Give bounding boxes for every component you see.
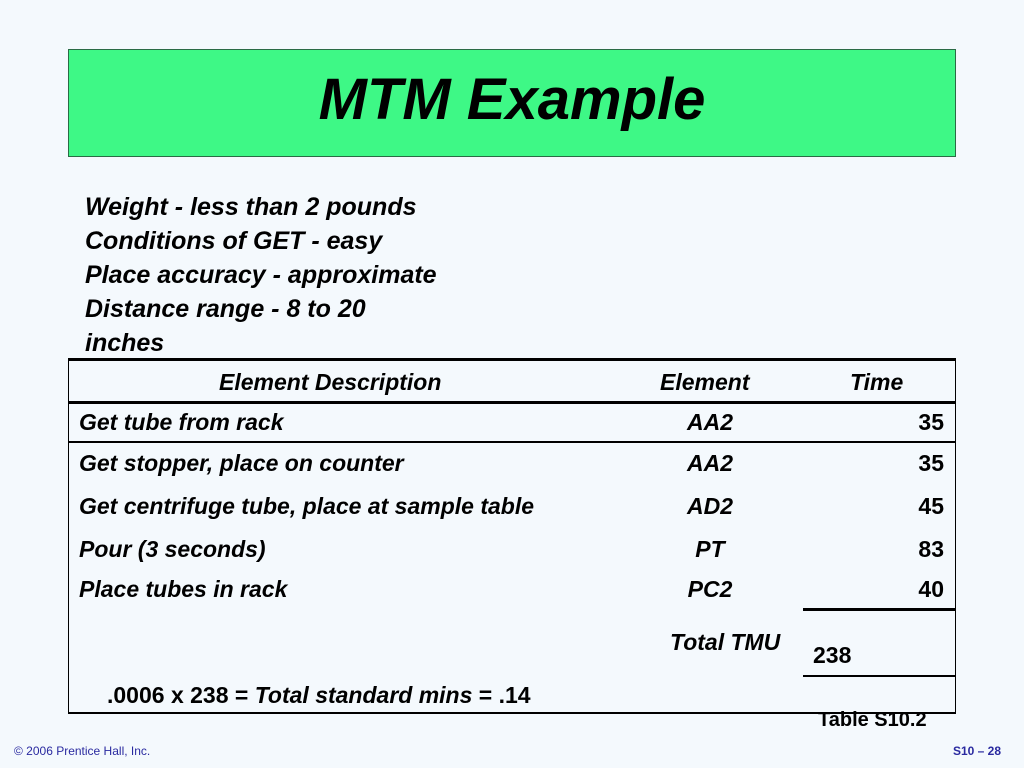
- row-1-element: AA2: [686, 409, 733, 435]
- title-banner: [68, 49, 956, 157]
- header-element: Element: [660, 369, 750, 395]
- total-bottom-rule: [803, 675, 955, 677]
- row-3-description: Get centrifuge tube, place at sample table: [79, 493, 535, 519]
- row-divider: [69, 441, 955, 443]
- condition-get: Conditions of GET - easy: [85, 227, 383, 255]
- condition-distance-unit: inches: [85, 329, 165, 357]
- row-2-element: AA2: [686, 450, 733, 476]
- row-4-description: Pour (3 seconds): [79, 536, 266, 562]
- condition-accuracy: Place accuracy - approximate: [85, 261, 437, 289]
- row-5-time: 40: [918, 576, 944, 602]
- row-1-time: 35: [918, 409, 944, 435]
- formula-label: Total standard mins: [254, 682, 473, 708]
- condition-weight: Weight - less than 2 pounds: [85, 193, 417, 221]
- header-time: Time: [850, 369, 904, 395]
- slide-number: S10 – 28: [952, 744, 1001, 758]
- row-1-description: Get tube from rack: [79, 409, 284, 435]
- header-description: Element Description: [219, 369, 442, 395]
- slide-title: MTM Example: [318, 66, 706, 132]
- mtm-table: [68, 358, 956, 714]
- row-3-element: AD2: [686, 493, 733, 519]
- standard-time-formula: [107, 682, 531, 709]
- row-3-time: 45: [918, 493, 944, 519]
- row-5-description: Place tubes in rack: [79, 576, 288, 602]
- condition-distance: Distance range - 8 to 20: [85, 295, 366, 323]
- formula-prefix: .0006 x 238 =: [107, 682, 255, 708]
- table-reference: Table S10.2: [818, 709, 927, 731]
- copyright-notice: © 2006 Prentice Hall, Inc.: [14, 744, 151, 758]
- row-2-time: 35: [918, 450, 944, 476]
- row-2-description: Get stopper, place on counter: [79, 450, 404, 476]
- conditions-list: [85, 190, 505, 360]
- total-tmu-value: 238: [813, 642, 852, 668]
- total-tmu-label: Total TMU: [670, 629, 781, 655]
- row-4-time: 83: [918, 536, 944, 562]
- formula-result: = .14: [472, 682, 531, 708]
- total-top-rule: [803, 608, 955, 611]
- row-4-element: PT: [695, 536, 725, 562]
- row-5-element: PC2: [687, 576, 733, 602]
- header-divider: [69, 401, 955, 404]
